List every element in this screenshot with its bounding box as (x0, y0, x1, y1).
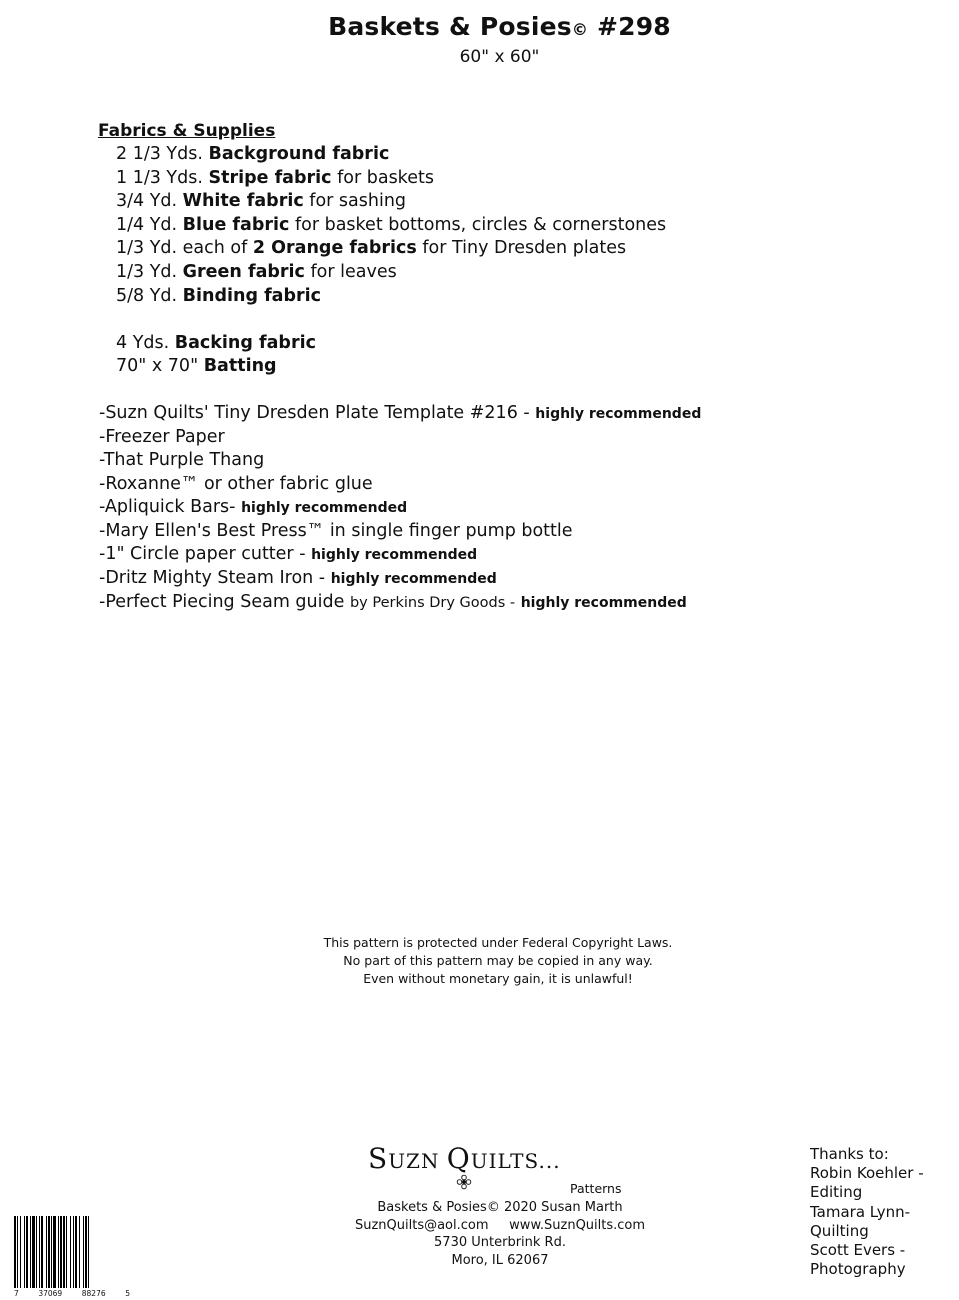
copyright-line: Even without monetary gain, it is unlawful! (363, 971, 633, 986)
fabric-name: Background fabric (208, 144, 390, 164)
thanks-line: Photography (810, 1260, 906, 1279)
footer-contact: SuznQuilts@aol.com www.SuznQuilts.com (354, 1217, 646, 1233)
fabric-note: for baskets (337, 168, 434, 188)
barcode-bars (14, 1216, 130, 1288)
supply-item (99, 520, 573, 542)
copyright-notice (250, 934, 746, 988)
fabric-amount: 2 1/3 Yds. (116, 144, 203, 164)
backing-line (116, 355, 277, 377)
fabric-line (116, 285, 321, 307)
fabric-amount: 1/4 Yd. (116, 215, 178, 235)
recommendation: highly recommended (535, 406, 702, 422)
fabric-amount: 5/8 Yd. (116, 286, 178, 306)
supply-text: -Suzn Quilts' Tiny Dresden Plate Template #216 - (99, 403, 530, 423)
barcode (14, 1216, 132, 1300)
thanks-section (810, 1145, 924, 1279)
fabric-note: for sashing (309, 191, 407, 211)
fabric-amount: 1 1/3 Yds. (116, 168, 203, 188)
backing-name: Batting (203, 356, 277, 376)
supply-item (99, 567, 497, 590)
supply-text: -Dritz Mighty Steam Iron - (99, 568, 326, 588)
thanks-line: Quilting (810, 1221, 869, 1240)
pattern-number: #298 (596, 12, 671, 41)
supply-text: -Perfect Piecing Seam guide (99, 592, 345, 612)
backing-line (116, 332, 316, 354)
supply-text: -Apliquick Bars- (99, 497, 236, 517)
fabrics-heading: Fabrics & Supplies (98, 121, 276, 141)
supply-text: -Mary Ellen's Best Press™ in single finger pump bottle (99, 521, 573, 541)
fabric-name: Blue fabric (182, 215, 290, 235)
fabric-note: for basket bottoms, circles & cornerstones (294, 215, 667, 235)
barcode-digits: 7 37069 88276 5 (14, 1289, 130, 1298)
supply-item (99, 473, 373, 495)
page-title (0, 12, 959, 41)
fabric-line (116, 167, 434, 189)
supply-text: -That Purple Thang (99, 450, 265, 470)
fabric-name: Stripe fabric (208, 168, 332, 188)
fabric-note: for leaves (310, 262, 397, 282)
fabric-line (116, 214, 666, 236)
footer-info (330, 1199, 670, 1269)
fabric-amount: 3/4 Yd. (116, 191, 178, 211)
footer-city: Moro, IL 62067 (451, 1252, 549, 1268)
copyright-line: This pattern is protected under Federal Copyright Laws. (323, 935, 673, 950)
backing-amount: 70" x 70" (116, 356, 199, 376)
backing-name: Backing fabric (174, 333, 316, 353)
recommendation: highly recommended (330, 571, 497, 587)
supply-item (99, 449, 264, 471)
supply-text: -Roxanne™ or other fabric glue (99, 474, 373, 494)
fabric-line (116, 143, 389, 165)
fabric-amount: 1/3 Yd. (116, 262, 178, 282)
recommendation: highly recommended (520, 595, 687, 611)
supply-item (99, 426, 225, 448)
fabric-name: White fabric (182, 191, 304, 211)
recommendation: highly recommended (241, 500, 408, 516)
fabric-note: for Tiny Dresden plates (422, 238, 627, 258)
supply-text: -Freezer Paper (99, 427, 225, 447)
flower-icon (456, 1174, 472, 1190)
copyright-symbol: © (571, 20, 589, 39)
fabric-line (116, 190, 406, 212)
thanks-line: Tamara Lynn- (810, 1202, 911, 1221)
fabric-name: Green fabric (182, 262, 305, 282)
backing-amount: 4 Yds. (116, 333, 170, 353)
footer-address: 5730 Unterbrink Rd. (434, 1235, 566, 1250)
quilt-size: 60" x 60" (459, 47, 540, 67)
footer-copyright: Baskets & Posies© 2020 Susan Marth (377, 1200, 623, 1215)
recommendation: highly recommended (311, 547, 478, 563)
supply-item (99, 496, 407, 519)
fabric-line (116, 261, 397, 283)
supply-text: -1" Circle paper cutter - (99, 544, 306, 564)
supply-extra: by Perkins Dry Goods - (349, 595, 516, 611)
supply-item (99, 591, 687, 614)
thanks-line: Robin Koehler - (810, 1164, 924, 1183)
thanks-line: Scott Evers - (810, 1241, 906, 1260)
suzn-quilts-logo (368, 1138, 638, 1198)
fabric-name: 2 Orange fabrics (252, 238, 417, 258)
title-text: Baskets & Posies (328, 12, 572, 41)
fabric-line (116, 237, 626, 259)
logo-subtitle: Patterns (570, 1181, 622, 1196)
thanks-line: Editing (810, 1183, 863, 1202)
thanks-heading: Thanks to: (810, 1145, 889, 1163)
supply-item (99, 543, 477, 566)
fabric-amount: 1/3 Yd. each of (116, 238, 248, 258)
copyright-line: No part of this pattern may be copied in any way. (343, 953, 653, 968)
fabric-name: Binding fabric (182, 286, 322, 306)
supply-item (99, 402, 701, 425)
logo-wordmark: SUZN QUILTS... (368, 1142, 561, 1175)
